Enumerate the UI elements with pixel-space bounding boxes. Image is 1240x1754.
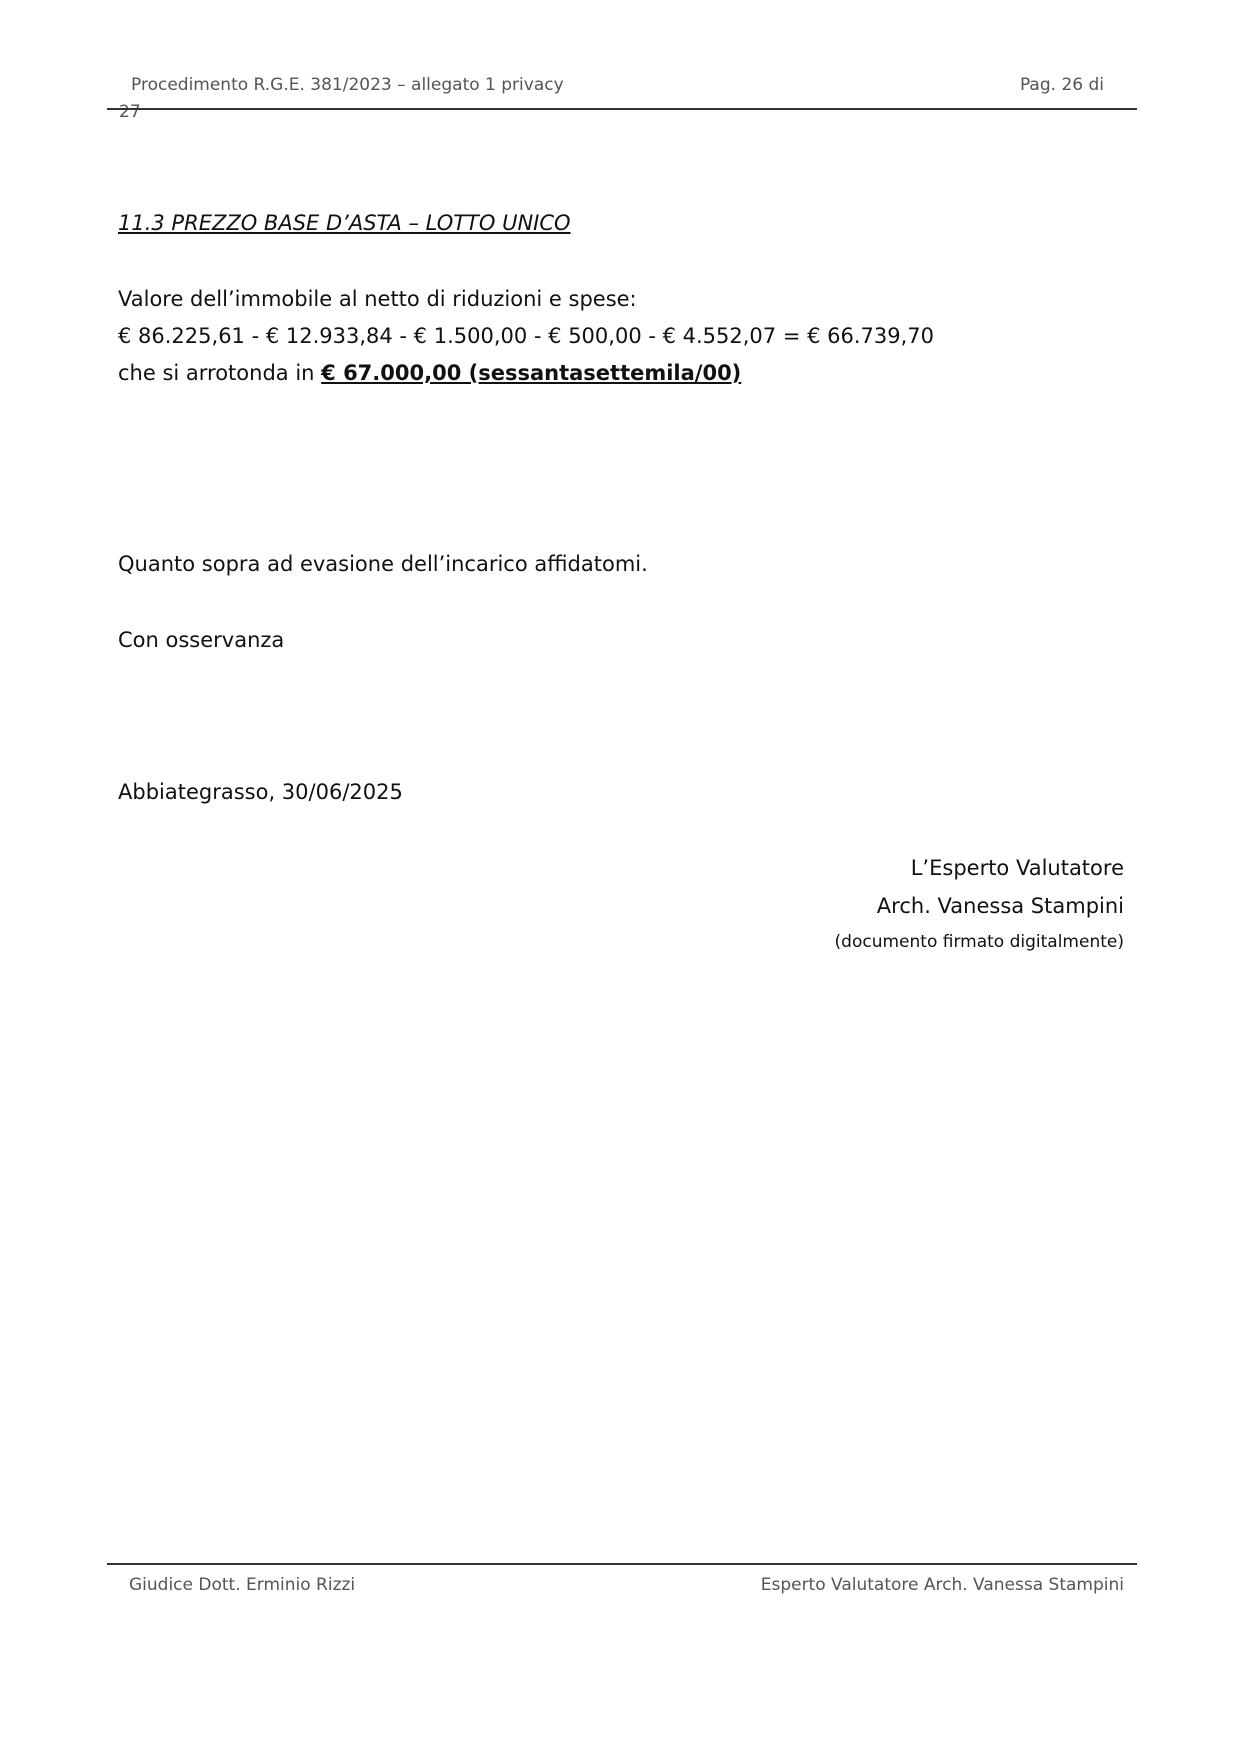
valuation-intro: Valore dell’immobile al netto di riduzioni e spese:	[118, 287, 637, 311]
header-divider	[107, 108, 1137, 110]
header-page-label: Pag. 26 di	[1019, 75, 1104, 95]
footer-divider	[107, 1563, 1137, 1565]
section-title: 11.3 PREZZO BASE D’ASTA – LOTTO UNICO	[118, 211, 571, 235]
rounded-value: € 67.000,00 (sessantasettemila/00)	[321, 361, 742, 385]
closing-statement: Quanto sopra ad evasione dell’incarico affidatomi.	[118, 552, 648, 576]
rounding-prefix: che si arrotonda in	[118, 361, 322, 385]
header-page-total: 27	[119, 104, 141, 118]
signature-name: Arch. Vanessa Stampini	[876, 894, 1124, 918]
closing-salutation: Con osservanza	[118, 628, 285, 652]
signature-role: L’Esperto Valutatore	[910, 856, 1124, 880]
signature-note: (documento firmato digitalmente)	[834, 932, 1124, 952]
footer-judge-text: Giudice Dott. Erminio Rizzi	[129, 1575, 356, 1595]
valuation-rounding	[118, 360, 741, 386]
valuation-calculation: € 86.225,61 - € 12.933,84 - € 1.500,00 - € 500,00 - € 4.552,07 = € 66.739,70	[118, 324, 935, 348]
footer-expert-text: Esperto Valutatore Arch. Vanessa Stampini	[760, 1575, 1124, 1595]
place-date: Abbiategrasso, 30/06/2025	[118, 780, 403, 804]
header-procedure-text: Procedimento R.G.E. 381/2023 – allegato 1 privacy	[131, 75, 564, 95]
